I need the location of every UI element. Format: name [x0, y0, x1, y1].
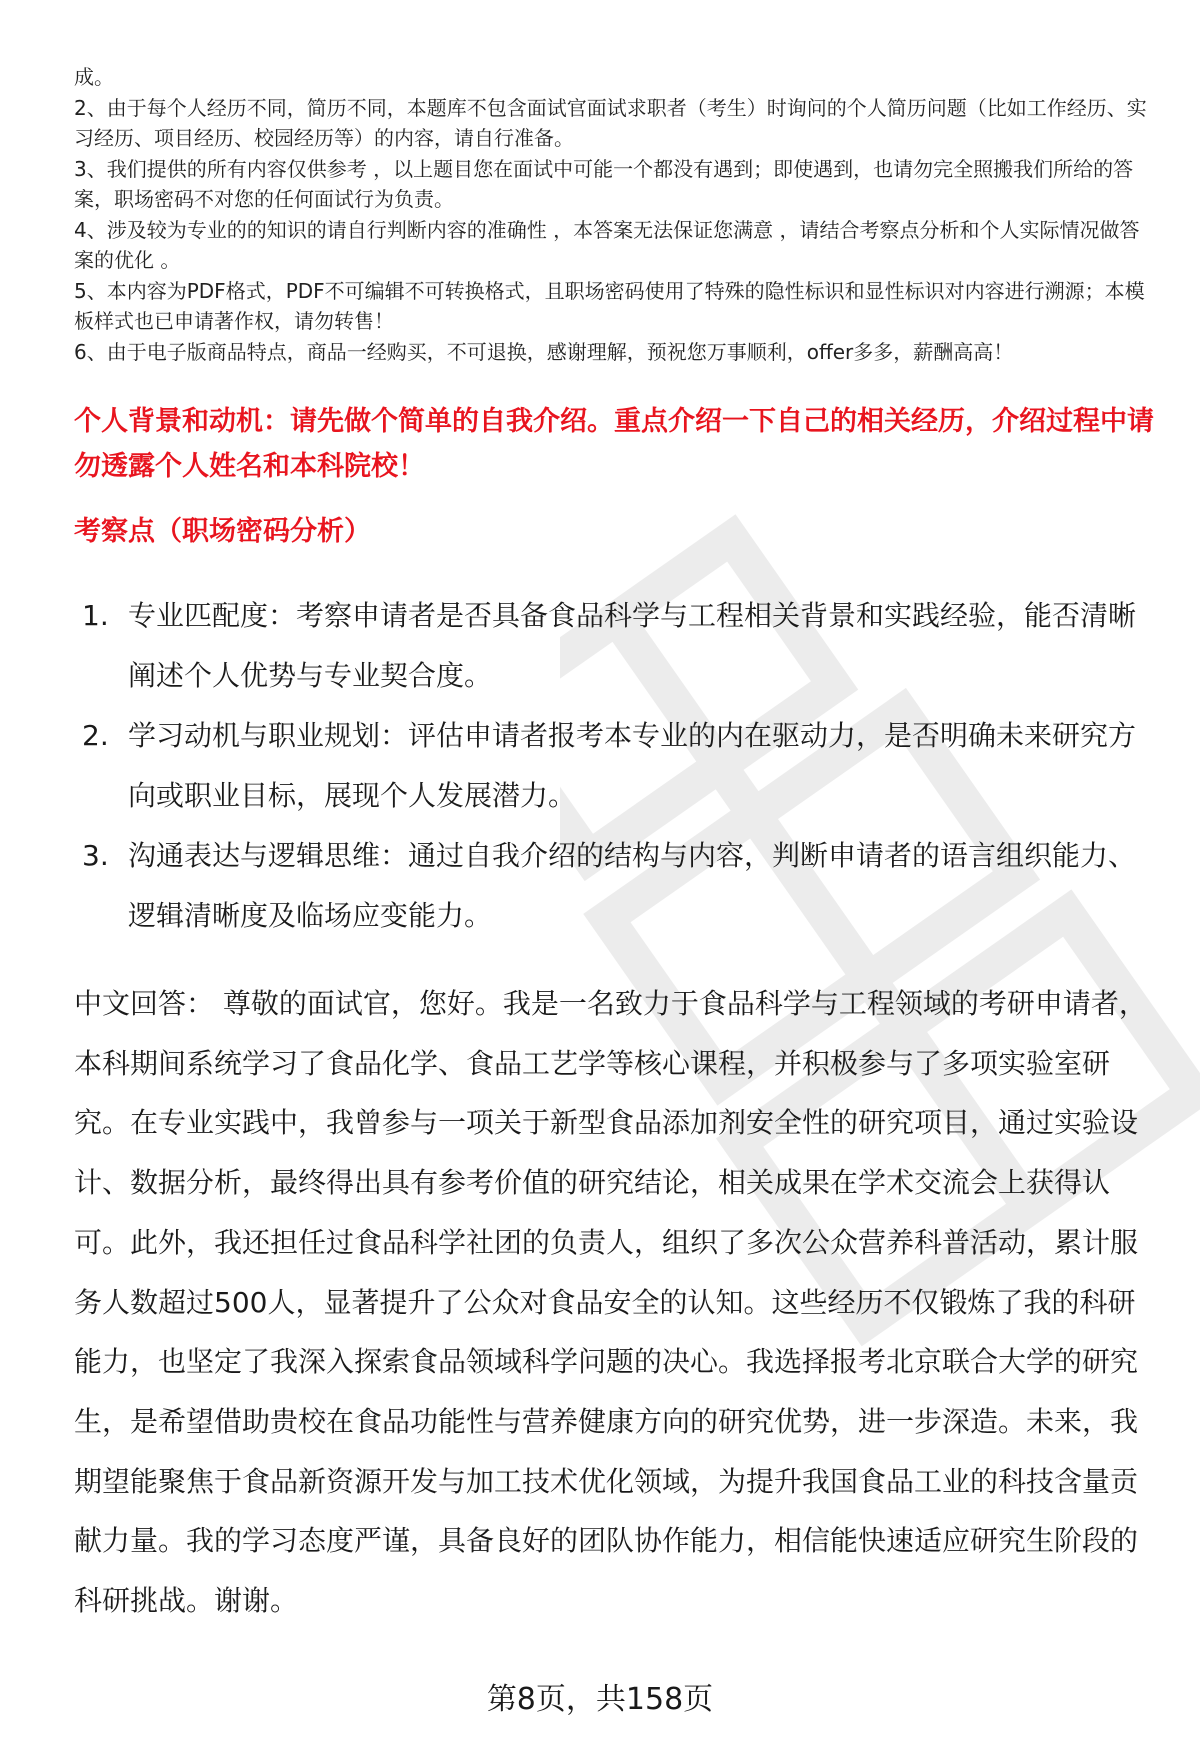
- list-item-text: 专业匹配度：考察申请者是否具备食品科学与工程相关背景和实践经验，能否清晰阐述个人优势与专业契合度。: [128, 599, 1137, 692]
- list-item: [82, 706, 1157, 826]
- disclaimer-notes: [74, 62, 1154, 367]
- note-line: 6、由于电子版商品特点，商品一经购买，不可退换，感谢理解，预祝您万事顺利，offer多多，薪酬高高！: [74, 339, 1014, 364]
- list-item-number: 3.: [82, 839, 109, 872]
- list-item: [82, 826, 1157, 946]
- chinese-answer: 中文回答： 尊敬的面试官，您好。我是一名致力于食品科学与工程领域的考研申请者，本科期间系统学习了食品化学、食品工艺学等核心课程，并积极参与了多项实验室研究。在专业实践中，我曾参与一项关于新型食品添加剂安全性的研究项目，通过实验设计、数据分析，最终得出具有参考价值的研究结论，相关成果在学术交流会上获得认可。此外，我还担任过食品科学社团的负责人，组织了多次公众营养科普活动，累计服务人数超过500人，显著提升了公众对食品安全的认知。这些经历不仅锻炼了我的科研能力，也坚定了我深入探索食品领域科学问题的决心。我选择报考北京联合大学的研究生，是希望借助贵校在食品功能性与营养健康方向的研究优势，进一步深造。未来，我期望能聚焦于食品新资源开发与加工技术优化领域，为提升我国食品工业的科技含量贡献力量。我的学习态度严谨，具备良好的团队协作能力，相信能快速适应研究生阶段的科研挑战。谢谢。: [74, 987, 1147, 1618]
- note-line: 4、涉及较为专业的的知识的请自行判断内容的准确性 ，本答案无法保证您满意 ，请结合考察点分析和个人实际情况做答案的优化 。: [74, 217, 1140, 272]
- list-item: [82, 586, 1157, 706]
- list-item-text: 学习动机与职业规划：评估申请者报考本专业的内在驱动力，是否明确未来研究方向或职业目标，展现个人发展潜力。: [128, 719, 1137, 812]
- note-line: 2、由于每个人经历不同，简历不同，本题库不包含面试官面试求职者（考生）时询问的个人简历问题（比如工作经历、实习经历、项目经历、校园经历等）的内容，请自行准备。: [74, 95, 1147, 150]
- list-item-text: 沟通表达与逻辑思维：通过自我介绍的结构与内容，判断申请者的语言组织能力、逻辑清晰度及临场应变能力。: [128, 839, 1137, 932]
- watermark-text: 职场密码: [560, 450, 564, 451]
- note-line: 5、本内容为PDF格式，PDF不可编辑不可转换格式，且职场密码使用了特殊的隐性标识和显性标识对内容进行溯源；本模板样式也已申请著作权，请勿转售！: [74, 278, 1145, 333]
- assessment-points-title: 考察点（职场密码分析）: [74, 516, 371, 547]
- list-item-number: 1.: [82, 599, 109, 632]
- page-number-footer: 第8页，共158页: [486, 1682, 714, 1717]
- note-line: 成。: [74, 65, 114, 89]
- list-item-number: 2.: [82, 719, 109, 752]
- assessment-points-list: [82, 586, 1157, 946]
- note-line: 3、我们提供的所有内容仅供参考 ，以上题目您在面试中可能一个都没有遇到；即使遇到，也请勿完全照搬我们所给的答案，职场密码不对您的任何面试行为负责。: [74, 156, 1134, 211]
- question-heading: 个人背景和动机：请先做个简单的自我介绍。重点介绍一下自己的相关经历，介绍过程中请勿透露个人姓名和本科院校！: [74, 406, 1154, 482]
